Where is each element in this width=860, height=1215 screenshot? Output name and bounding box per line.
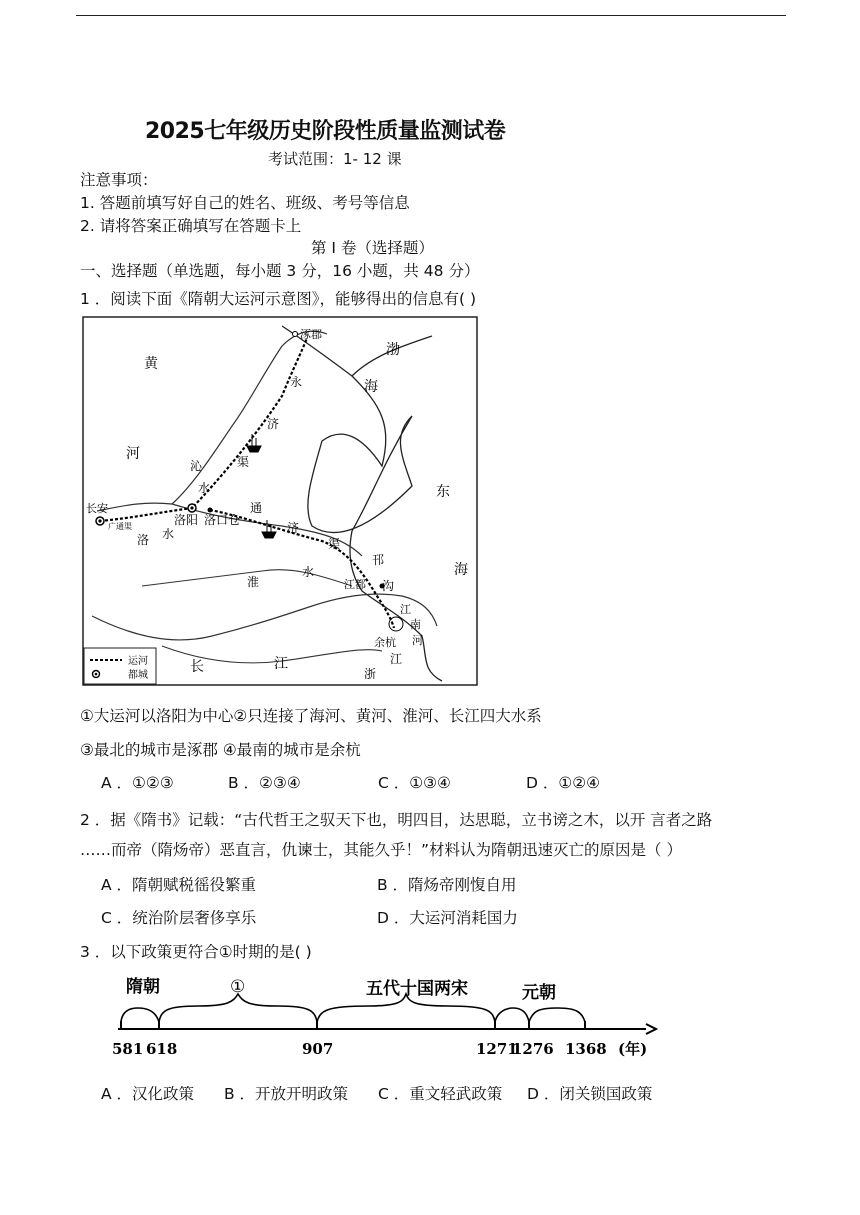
map-label-ji: 济 — [267, 417, 280, 431]
notice-heading: 注意事项： — [80, 171, 158, 189]
section-heading: 一、选择题（单选题，每小题 3 分，16 小题，共 48 分） — [80, 262, 480, 280]
q3-option-a[interactable]: A ．汉化政策 — [101, 1085, 195, 1103]
map-label-hai1: 海 — [364, 379, 378, 395]
map-label-yuhang: 余杭 — [374, 636, 396, 649]
volume-title: 第 Ⅰ 卷（选择题） — [311, 239, 434, 257]
timeline-tick-907: 907 — [302, 1040, 334, 1058]
map-label-dong: 东 — [436, 484, 450, 500]
timeline-tick-1271: 1271 — [476, 1040, 518, 1058]
map-label-luo: 洛 — [137, 533, 150, 547]
q1-option-d[interactable]: D ．①②④ — [526, 774, 601, 792]
legend-capital: 都城 — [128, 670, 148, 681]
q2-option-c[interactable]: C ．统治阶层奢侈享乐 — [101, 909, 257, 927]
map-label-han: 邗 — [372, 553, 385, 567]
header-rule — [76, 15, 786, 16]
q3-option-d[interactable]: D ．闭关锁国政策 — [527, 1085, 653, 1103]
map-label-hai2: 海 — [454, 562, 468, 578]
question-3-stem: 3 ．以下政策更符合①时期的是( ) — [80, 943, 312, 961]
q3-option-b[interactable]: B ．开放开明政策 — [224, 1085, 349, 1103]
map-label-luoshui: 水 — [162, 527, 175, 541]
map-label-tong: 通 — [250, 501, 263, 515]
map-label-tongqu: 渠 — [328, 537, 341, 551]
map-label-huaishui: 水 — [302, 565, 315, 579]
question-2-stem-line2: ……而帝（隋炀帝）恶直言，仇谏士，其能久乎！”材料认为隋朝迅速灭亡的原因是（ ） — [80, 841, 682, 859]
map-label-qin: 沁 — [190, 459, 203, 473]
map-label-bo: 渤 — [386, 342, 400, 358]
map-label-luoyang: 洛阳 — [174, 513, 199, 527]
history-timeline — [108, 972, 658, 1064]
question-1-stem: 1 ．阅读下面《隋朝大运河示意图》，能够得出的信息有( ) — [80, 290, 477, 308]
map-label-changan: 长安 — [86, 502, 108, 515]
q1-statement-1: ①大运河以洛阳为中心②只连接了海河、黄河、淮河、长江四大水系 — [80, 707, 542, 725]
timeline-tick-618: 618 — [146, 1040, 178, 1058]
timeline-unit: (年) — [618, 1040, 648, 1058]
timeline-period-song: 五代十国两宋 — [366, 979, 468, 999]
legend-canal: 运河 — [128, 656, 148, 667]
question-2-stem-line1: 2 ．据《隋书》记载：“古代哲王之驭天下也，明四目，达思聪，立书谤之木，以开 言者之路 — [80, 811, 713, 829]
map-label-luokoucang: 洛口仓 — [204, 513, 241, 527]
map-label-nan: 南 — [410, 618, 421, 631]
map-label-nanhe: 河 — [412, 634, 423, 647]
q3-option-c[interactable]: C ．重文轻武政策 — [378, 1085, 503, 1103]
timeline-tick-581: 581 — [112, 1040, 144, 1058]
timeline-tick-1368: 1368 — [565, 1040, 607, 1058]
map-label-jiang: 江 — [400, 603, 411, 616]
map-label-qu: 渠 — [237, 455, 250, 469]
map-label-tongji: 济 — [287, 521, 300, 535]
notice-item-2: 2. 请将答案正确填写在答题卡上 — [80, 217, 302, 235]
exam-scope: 考试范围：1- 12 课 — [268, 150, 402, 168]
q2-option-b[interactable]: B ．隋炀帝刚愎自用 — [377, 876, 517, 894]
map-label-huang: 黄 — [144, 356, 158, 372]
map-label-huai: 淮 — [247, 575, 260, 589]
q1-statement-2: ③最北的城市是涿郡 ④最南的城市是余杭 — [80, 741, 361, 759]
q2-option-d[interactable]: D ．大运河消耗国力 — [377, 909, 518, 927]
q2-option-a[interactable]: A ．隋朝赋税徭役繁重 — [101, 876, 257, 894]
map-label-he: 河 — [126, 446, 140, 462]
map-label-gou: 沟 — [382, 579, 395, 593]
map-label-zhuojun: 涿郡 — [300, 328, 322, 341]
map-label-zhe: 浙 — [364, 667, 377, 681]
q1-option-a[interactable]: A ．①②③ — [101, 774, 174, 792]
map-label-changjiang: 江 — [274, 656, 288, 672]
map-label-zhejiang: 江 — [390, 652, 403, 666]
map-label-jiangdu: 江都 — [344, 578, 366, 591]
exam-title: 2025七年级历史阶段性质量监测试卷 — [145, 119, 506, 144]
timeline-tick-1276: 1276 — [512, 1040, 554, 1058]
map-label-shui: 水 — [198, 481, 211, 495]
map-label-chang: 长 — [190, 659, 204, 675]
timeline-period-1: ① — [230, 977, 246, 997]
notice-item-1: 1. 答题前填写好自己的姓名、班级、考号等信息 — [80, 194, 410, 212]
timeline-period-sui: 隋朝 — [126, 977, 160, 997]
q1-option-c[interactable]: C ．①③④ — [378, 774, 451, 792]
map-label-guangtong: 广通渠 — [108, 522, 132, 531]
timeline-period-yuan: 元朝 — [522, 983, 556, 1003]
grand-canal-map — [82, 316, 478, 686]
q1-option-b[interactable]: B ．②③④ — [228, 774, 301, 792]
map-label-yong: 永 — [290, 375, 303, 389]
